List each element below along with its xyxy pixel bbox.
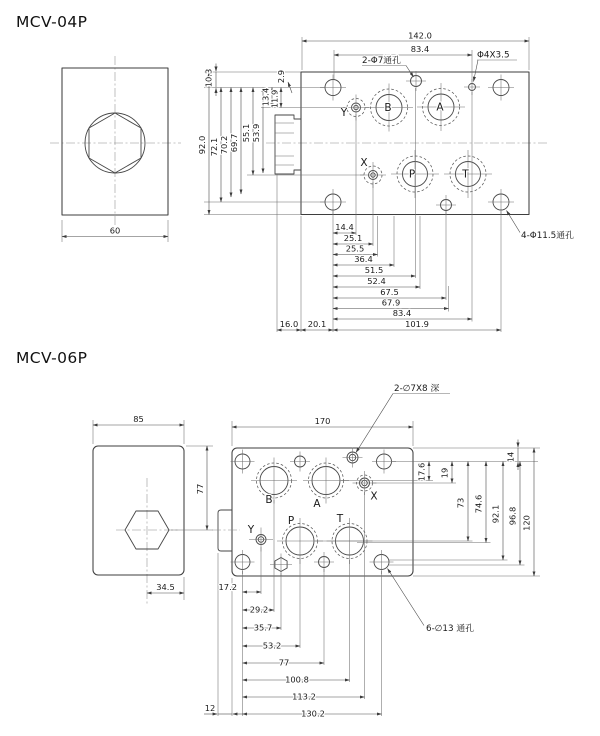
port-a-label: A xyxy=(313,498,321,510)
dim-label: 96.8 xyxy=(507,506,518,526)
dim-label: 14.4 xyxy=(335,222,354,232)
dim-label: 77 xyxy=(278,657,290,668)
dim-label: 14 xyxy=(505,451,516,463)
dim-label: 20.1 xyxy=(307,319,327,329)
dim-label: 77 xyxy=(195,483,205,495)
dim-label: 10.3 xyxy=(203,68,214,88)
dim-label: 142.0 xyxy=(408,30,432,41)
pilot-hole-2xd7x8 xyxy=(343,448,363,468)
port-t-04p xyxy=(444,150,492,198)
dim-label: 51.5 xyxy=(364,265,384,275)
mcv04p-title: MCV-04P xyxy=(16,13,88,31)
port-t-label: T xyxy=(462,168,469,181)
dim-label: 85 xyxy=(133,414,144,424)
port-x-06p xyxy=(353,471,378,503)
port-b-06p xyxy=(251,458,297,507)
port-t-label: T xyxy=(336,513,344,525)
port-p-label: P xyxy=(408,168,416,181)
mcv04p-side-view xyxy=(50,56,181,242)
dim-label: 35.7 xyxy=(253,622,273,633)
dim-label: 73 xyxy=(455,497,466,509)
port-b-04p xyxy=(365,84,413,132)
valve-body-section-04p xyxy=(275,115,301,174)
dim-label: 53.9 xyxy=(251,123,261,143)
port-b-label: B xyxy=(265,494,273,506)
port-y-label: Y xyxy=(340,107,348,119)
dim-label: 2.9 xyxy=(276,69,286,84)
mcv04p-left-dims xyxy=(197,64,364,215)
mcv06p-main-view xyxy=(204,383,540,719)
valve-body-section-06p xyxy=(212,510,240,551)
dim-label: 83.4 xyxy=(392,308,412,318)
port-a-label: A xyxy=(436,101,444,114)
note-top-holes-06p: 2-∅7X8 深 xyxy=(394,384,440,394)
dim-label: 19 xyxy=(439,467,450,479)
note-mount-holes-06p: 6-∅13 通孔 xyxy=(426,624,475,634)
dim-label: 83.4 xyxy=(410,44,430,54)
dim-label: 67.5 xyxy=(380,287,399,297)
dim-label: 69.7 xyxy=(229,133,239,153)
pilot-hole-2xd7 xyxy=(406,71,426,91)
port-y-label: Y xyxy=(247,524,255,536)
dim-label: 16.0 xyxy=(279,319,299,329)
dim-label: 13.4 xyxy=(260,87,271,107)
dim-label: 92.0 xyxy=(197,135,207,155)
port-p-06p xyxy=(277,515,323,564)
dim-label: 25.1 xyxy=(343,233,363,243)
mcv06p-side-view xyxy=(93,414,213,604)
dim-label: 25.5 xyxy=(345,243,365,254)
port-a-06p xyxy=(303,458,349,511)
dim-label: 70.2 xyxy=(219,135,229,155)
dim-label: 55.1 xyxy=(241,123,251,143)
port-x-label: X xyxy=(360,157,368,169)
note-top-holes-04p: 2-Φ7通孔 xyxy=(362,56,401,66)
dim-label: 72.1 xyxy=(209,137,219,157)
dim-label: 101.9 xyxy=(405,319,429,329)
dim-label: 92.1 xyxy=(490,504,501,524)
small-top-hole-06p xyxy=(290,452,310,472)
dim-label: 12 xyxy=(204,703,216,713)
dim-label: 120 xyxy=(521,515,532,531)
mcv04p-notes xyxy=(362,51,574,242)
port-b-label: B xyxy=(384,102,392,114)
note-mount-holes-04p: 4-Φ11.5通孔 xyxy=(521,231,574,241)
dim-label: 74.6 xyxy=(473,494,484,514)
dim-label: 113.2 xyxy=(292,691,316,702)
port-t-06p xyxy=(327,513,373,564)
dim-label: 11.9 xyxy=(269,89,280,109)
dim-label: 36.4 xyxy=(354,254,373,264)
mcv06p-title: MCV-06P xyxy=(16,349,88,367)
dim-label: 170 xyxy=(314,416,331,426)
dim-label: 60 xyxy=(109,225,121,236)
note-pin-hole-04p: Φ4X3.5 xyxy=(477,50,510,61)
mcv06p-top-dims xyxy=(232,416,413,446)
dim-label: 17.6 xyxy=(416,462,427,482)
dim-label: 29.2 xyxy=(249,604,269,615)
port-a-04p xyxy=(417,83,465,131)
port-y-06p xyxy=(247,524,273,552)
dim-label: 52.4 xyxy=(367,276,386,286)
dim-label: 67.9 xyxy=(381,297,401,308)
port-x-label: X xyxy=(370,490,378,503)
dim-label: 100.8 xyxy=(285,674,309,685)
dim-label: 34.5 xyxy=(156,582,175,592)
port-p-04p xyxy=(391,150,439,198)
dim-label: 130.2 xyxy=(301,708,325,719)
dim-label: 53.2 xyxy=(262,640,282,651)
hex-socket-plug-06p xyxy=(270,554,292,576)
dim-label: 17.2 xyxy=(218,582,237,592)
port-p-label: P xyxy=(287,515,295,527)
mcv04p-main-view xyxy=(197,31,574,333)
mcv06p-right-dims xyxy=(417,440,535,577)
mount-holes-04p xyxy=(320,75,514,216)
